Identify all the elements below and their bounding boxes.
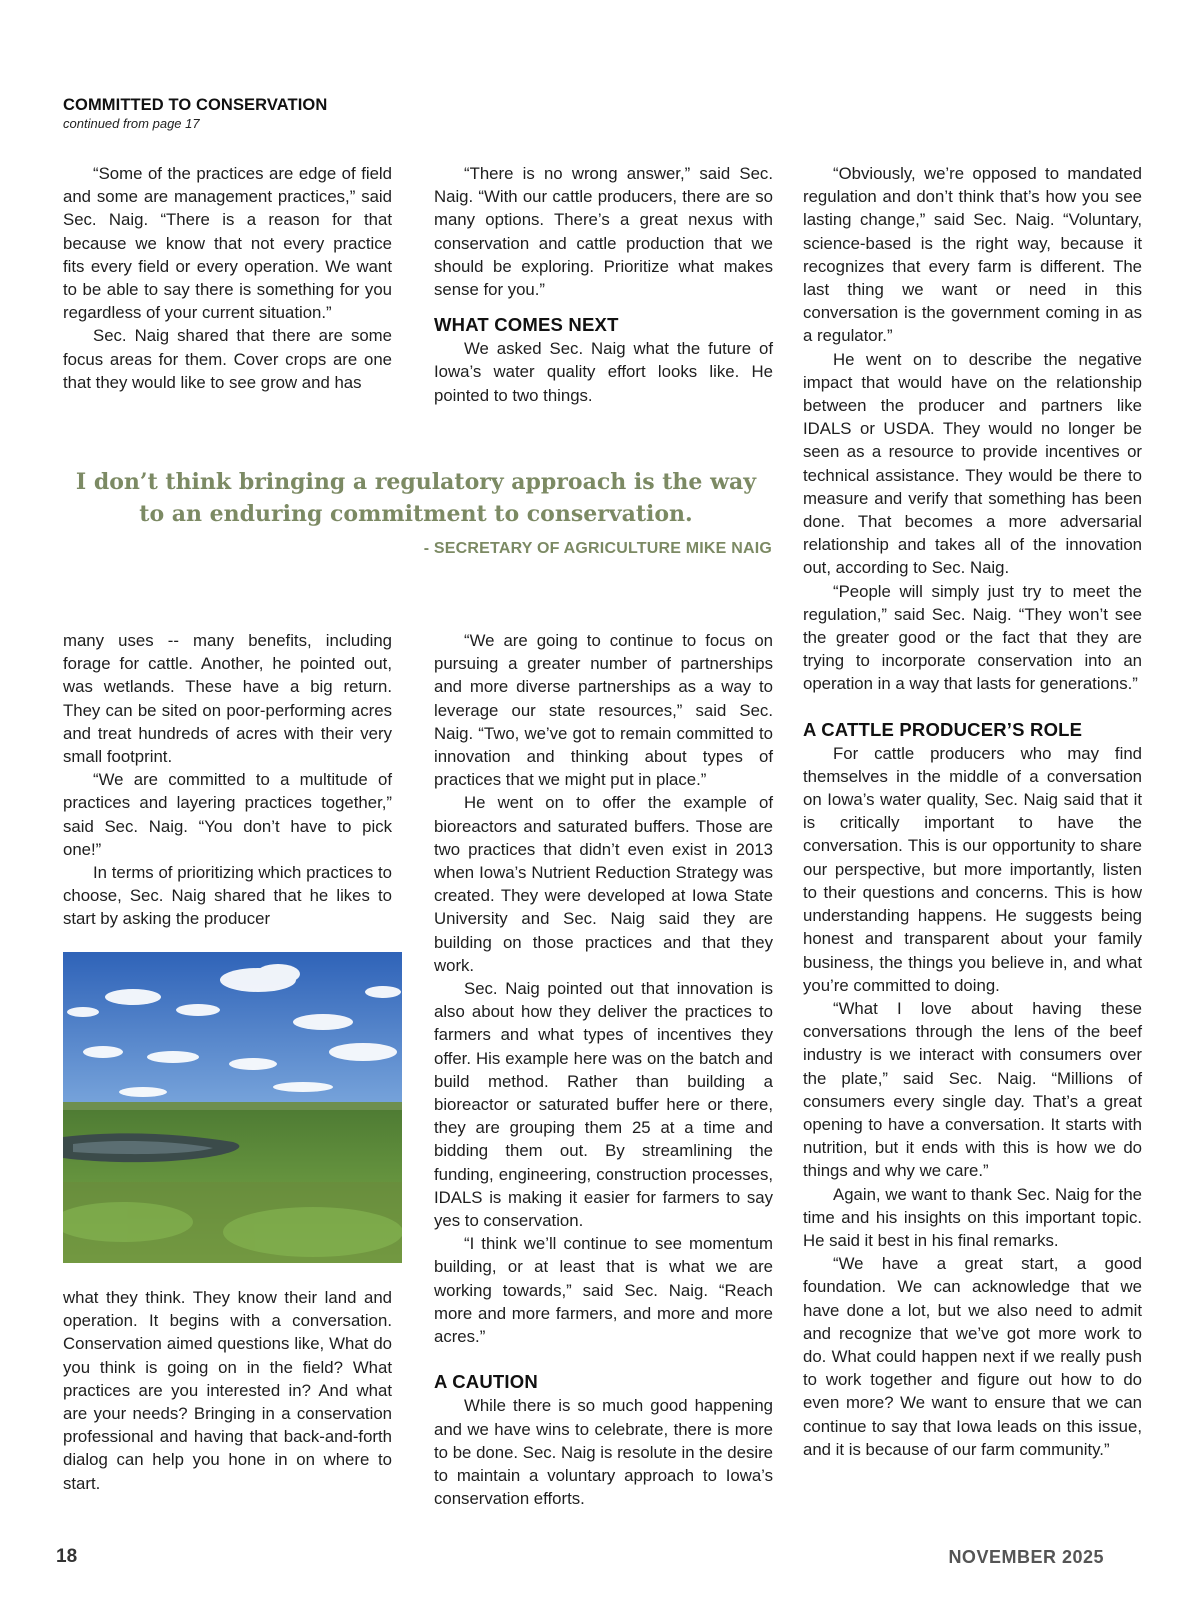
- continued-note: continued from page 17: [63, 116, 200, 131]
- paragraph: “What I love about having these conversations through the lens of the beef industry is we interact with consumers over the plate,” said Sec. Naig. “Millions of consumers every single day. That’s a great opening to have a conversation. It starts with nutrition, but it ends with this is how we do things and why we care.”: [803, 998, 1142, 1181]
- paragraph: Sec. Naig pointed out that innovation is also about how they deliver the practices to farmers and what types of incentives they offer. His example here was on the batch and build method. Rather than building a bioreactor or saturated buffer here or there, they are grouping them 25 at a time and bidding them out. By streamlining the funding, engineering, construction processes, IDALS is making it easier for farmers to say yes to conservation.: [434, 979, 773, 1231]
- paragraph: “People will simply just try to meet the regulation,” said Sec. Naig. “They won’t see the greater good or the fact that they are trying to incorporate conservation into an operation in a way that lasts for generations.”: [803, 581, 1142, 694]
- section-heading-cattle-producer-role: A CATTLE PRODUCER’S ROLE: [803, 718, 1083, 740]
- issue-date: NOVEMBER 2025: [948, 1547, 1104, 1567]
- paragraph: what they think. They know their land and operation. It begins with a conversation. Conservation aimed questions like, What do you think is going on in the field? What practices are you interested in? And what are your needs? Bringing in a conservation professional and having that back-and-forth dialog can help you hone in on where to start.: [63, 1288, 392, 1493]
- paragraph: many uses -- many benefits, including forage for cattle. Another, he pointed out, was wetlands. These have a big return. They can be sited on poor-performing acres and treat hundreds of acres with their very small footprint.: [63, 631, 392, 767]
- pull-quote-attribution: - SECRETARY OF AGRICULTURE MIKE NAIG: [423, 540, 772, 557]
- paragraph: “I think we’ll continue to see momentum building, or at least that is what we are working towards,” said Sec. Naig. “Reach more and more farmers, and more and more acres.”: [434, 1234, 773, 1347]
- section-header: [63, 96, 327, 131]
- paragraph: “We are committed to a multitude of practices and layering practices together,” said Sec. Naig. “You don’t have to pick one!”: [63, 770, 392, 859]
- column-3: [803, 162, 1142, 1461]
- paragraph: In terms of prioritizing which practices to choose, Sec. Naig shared that he likes to start by asking the producer: [63, 863, 392, 929]
- paragraph: Again, we want to thank Sec. Naig for the time and his insights on this important topic. He said it best in his final remarks.: [803, 1184, 1142, 1250]
- paragraph: We asked Sec. Naig what the future of Iowa’s water quality effort looks like. He pointed to two things.: [434, 339, 773, 405]
- paragraph: “Obviously, we’re opposed to mandated regulation and don’t think that’s how you see lasting change,” said Sec. Naig. “Voluntary, science-based is the right way, because it recognizes that every farm is different. The last thing we want or need in this conversation is the government coming in as a regulator.”: [803, 164, 1142, 346]
- section-heading-a-caution: A CAUTION: [434, 1371, 538, 1393]
- column-1-top: [63, 162, 392, 394]
- paragraph: Sec. Naig shared that there are some focus areas for them. Cover crops are one that they would like to see grow and has: [63, 326, 392, 392]
- column-2-top: [434, 162, 773, 407]
- farm-wetland-photo: [63, 952, 402, 1263]
- section-heading-what-comes-next: WHAT COMES NEXT: [434, 314, 619, 336]
- column-1-middle: [63, 629, 392, 931]
- pull-quote: I don’t think bringing a regulatory approach is the way to an enduring commitment to conservation.: [75, 469, 757, 527]
- paragraph: “We are going to continue to focus on pursuing a greater number of partnerships and more diverse partnerships as a way to leverage our state resources,” said Sec. Naig. “Two, we’ve got to remain committed to innovation and thinking about types of practices that we might put in place.”: [434, 631, 773, 790]
- page-number: 18: [56, 1546, 78, 1567]
- paragraph: For cattle producers who may find themselves in the middle of a conversation on Iowa’s water quality, Sec. Naig said that it is critically important to have the conversation. This is our opportunity to share our perspective, but more importantly, listen to their questions and concerns. This is how understanding happens. He suggests being honest and transparent about your family business, the things you believe in, and what you’re committed to doing.: [803, 743, 1142, 995]
- paragraph: He went on to offer the example of bioreactors and saturated buffers. Those are two practices that didn’t even exist in 2013 when Iowa’s Nutrient Reduction Strategy was created. They were developed at Iowa State University and Sec. Naig said they are building on those practices and that they work.: [434, 793, 773, 975]
- column-1-bottom: [63, 1286, 392, 1495]
- section-title: COMMITTED TO CONSERVATION: [63, 96, 328, 114]
- paragraph: While there is so much good happening and we have wins to celebrate, there is more to be done. Sec. Naig is resolute in the desire to maintain a voluntary approach to Iowa’s conservation efforts.: [434, 1396, 773, 1509]
- column-2-bottom: [434, 629, 773, 1510]
- paragraph: He went on to describe the negative impact that would have on the relationship between the producer and partners like IDALS or USDA. They would no longer be seen as a resource to provide incentives or technical assistance. They would be there to measure and verify that something has been done. That becomes a more adversarial relationship and takes all of the innovation out, according to Sec. Naig.: [803, 349, 1142, 578]
- paragraph: “There is no wrong answer,” said Sec. Naig. “With our cattle producers, there are so many options. There’s a great nexus with conservation and cattle production that we should be exploring. Prioritize what makes sense for you.”: [434, 164, 773, 300]
- paragraph: “We have a great start, a good foundation. We can acknowledge that we have done a lot, but we also need to admit and recognize that we’ve got more work to do. What could happen next if we really push to work together and figure out how to do even more? We want to ensure that we can continue to say that Iowa leads on this issue, and it is because of our farm community.”: [803, 1254, 1142, 1459]
- paragraph: “Some of the practices are edge of field and some are management practices,” said Sec. Naig. “There is a reason for that because we know that not every practice fits every field or every operation. We want to be able to say there is something for you regardless of your current situation.”: [63, 164, 392, 323]
